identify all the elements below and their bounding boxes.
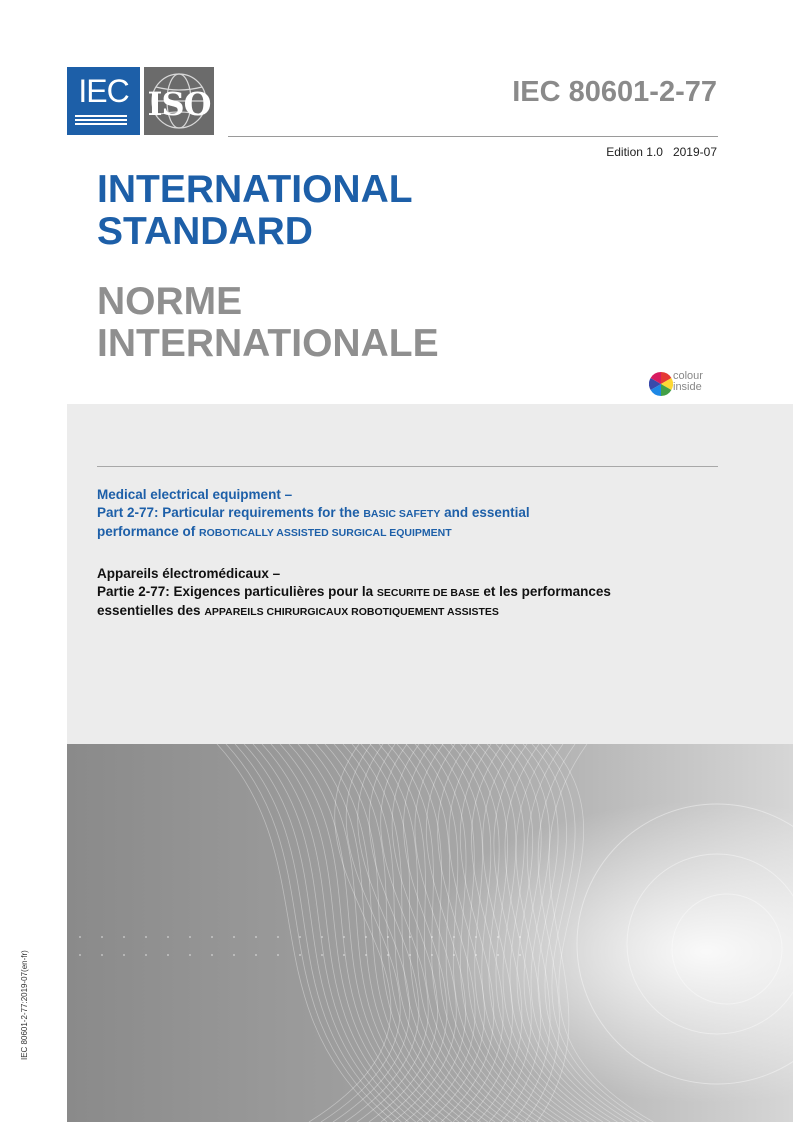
title-english-line1: INTERNATIONAL: [97, 168, 413, 211]
panel-divider: [97, 466, 718, 467]
iec-logo: [67, 67, 140, 135]
badge-line2: inside: [673, 381, 702, 393]
title-french-line2: INTERNATIONALE: [97, 322, 439, 365]
colour-wheel-icon: [649, 372, 673, 396]
desc-fr-line1: Appareils électromédicaux –: [97, 566, 281, 581]
desc-fr-line2: Partie 2-77: Exigences particulières pour la SECURITE DE BASE et les performances: [97, 584, 611, 599]
side-reference-label: IEC 80601-2-77:2019-07(en-fr): [20, 950, 29, 1060]
colour-inside-badge: [673, 370, 717, 399]
header-divider: [228, 136, 718, 137]
desc-en-line3: performance of ROBOTICALLY ASSISTED SURGICAL EQUIPMENT: [97, 524, 452, 539]
desc-fr-line3: essentielles des APPAREILS CHIRURGICAUX ROBOTIQUEMENT ASSISTES: [97, 603, 499, 618]
title-english-line2: STANDARD: [97, 210, 313, 253]
edition-date: Edition 1.0 2019-07: [606, 145, 717, 159]
badge-line1: colour: [673, 370, 703, 382]
iec-logo-lines: [75, 113, 127, 125]
iso-logo: [144, 67, 214, 135]
desc-en-line1: Medical electrical equipment –: [97, 487, 293, 502]
description-french: [97, 565, 737, 621]
iso-logo-text: ISO: [147, 85, 211, 123]
description-english: [97, 486, 737, 542]
decorative-graphic: [67, 744, 793, 1122]
title-french-line1: NORME: [97, 280, 243, 323]
desc-en-line2: Part 2-77: Particular requirements for the BASIC SAFETY and essential: [97, 505, 530, 520]
document-number: IEC 80601-2-77: [512, 76, 717, 108]
iec-logo-text: IEC: [78, 73, 129, 109]
